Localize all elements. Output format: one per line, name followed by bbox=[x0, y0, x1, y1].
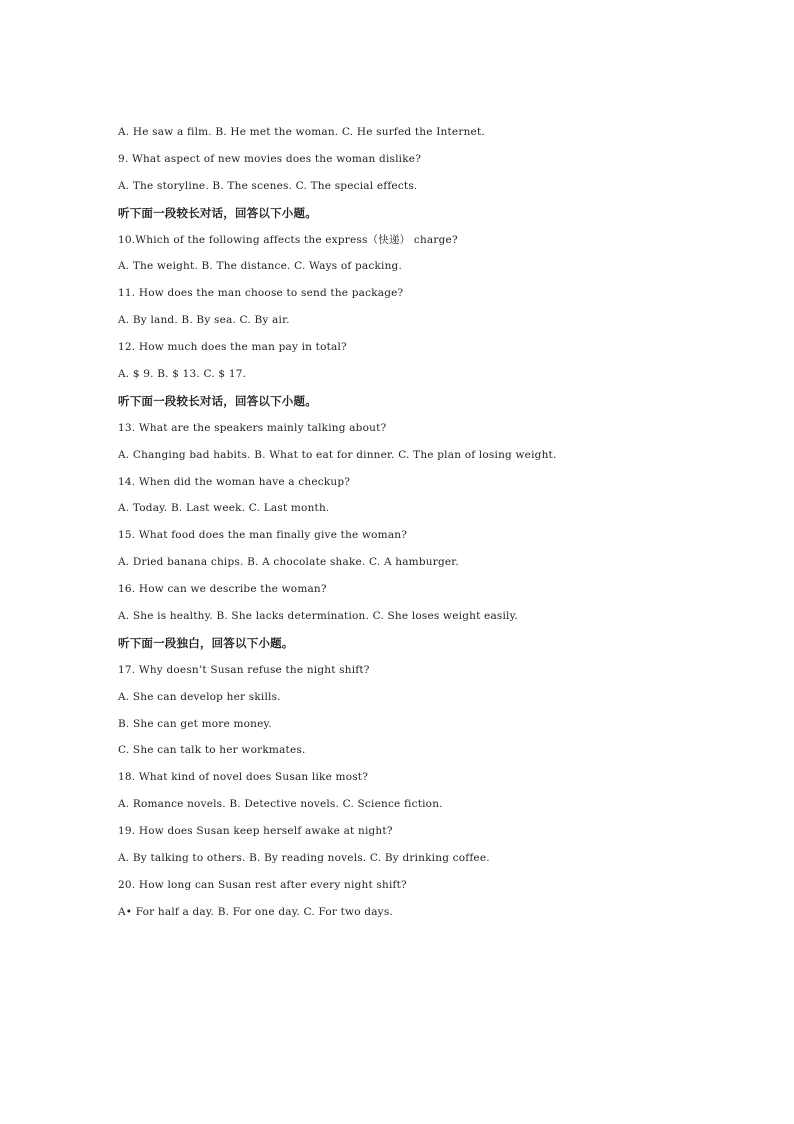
option-line-q20: A• For half a day. B. For one day. C. For two days. bbox=[118, 905, 393, 918]
question-14: 14. When did the woman have a checkup? bbox=[118, 475, 351, 488]
question-18: 18. What kind of novel does Susan like most? bbox=[118, 771, 369, 784]
option-line-q17-c: C. She can talk to her workmates. bbox=[118, 744, 306, 757]
question-12: 12. How much does the man pay in total? bbox=[118, 341, 347, 354]
section-heading-2: 听下面一段较长对话，回答以下小题。 bbox=[118, 393, 317, 408]
question-16: 16. How can we describe the woman? bbox=[118, 583, 327, 596]
option-line-q14: A. Today. B. Last week. C. Last month. bbox=[118, 502, 330, 515]
option-line-q13: A. Changing bad habits. B. What to eat for dinner. C. The plan of losing weight. bbox=[118, 448, 557, 461]
question-17: 17. Why doesn’t Susan refuse the night shift? bbox=[118, 663, 370, 676]
option-line-q8: A. He saw a film. B. He met the woman. C. He surfed the Internet. bbox=[118, 126, 485, 138]
question-13: 13. What are the speakers mainly talking about? bbox=[118, 421, 387, 434]
option-line-q9: A. The storyline. B. The scenes. C. The special effects. bbox=[118, 179, 418, 192]
question-11: 11. How does the man choose to send the package? bbox=[118, 287, 404, 300]
question-19: 19. How does Susan keep herself awake at night? bbox=[118, 825, 393, 838]
option-line-q17-a: A. She can develop her skills. bbox=[118, 690, 281, 703]
option-line-q17-b: B. She can get more money. bbox=[118, 717, 272, 730]
option-line-q12: A. $ 9. B. $ 13. C. $ 17. bbox=[118, 368, 247, 381]
question-15: 15. What food does the man finally give the woman? bbox=[118, 529, 408, 542]
question-10: 10.Which of the following affects the express（快递） charge? bbox=[118, 233, 458, 246]
option-line-q10: A. The weight. B. The distance. C. Ways of packing. bbox=[118, 260, 402, 273]
section-heading-1: 听下面一段较长对话，回答以下小题。 bbox=[118, 205, 317, 220]
section-heading-3: 听下面一段独白，回答以下小题。 bbox=[118, 635, 294, 650]
question-9: 9. What aspect of new movies does the woman dislike? bbox=[118, 152, 422, 165]
document-content bbox=[118, 124, 718, 931]
option-line-q15: A. Dried banana chips. B. A chocolate shake. C. A hamburger. bbox=[118, 556, 459, 569]
option-line-q16: A. She is healthy. B. She lacks determination. C. She loses weight easily. bbox=[118, 610, 518, 623]
option-line-q11: A. By land. B. By sea. C. By air. bbox=[118, 314, 290, 327]
question-20: 20. How long can Susan rest after every night shift? bbox=[118, 878, 407, 891]
option-line-q18: A. Romance novels. B. Detective novels. C. Science fiction. bbox=[118, 798, 443, 811]
option-line-q19: A. By talking to others. B. By reading novels. C. By drinking coffee. bbox=[118, 852, 490, 865]
